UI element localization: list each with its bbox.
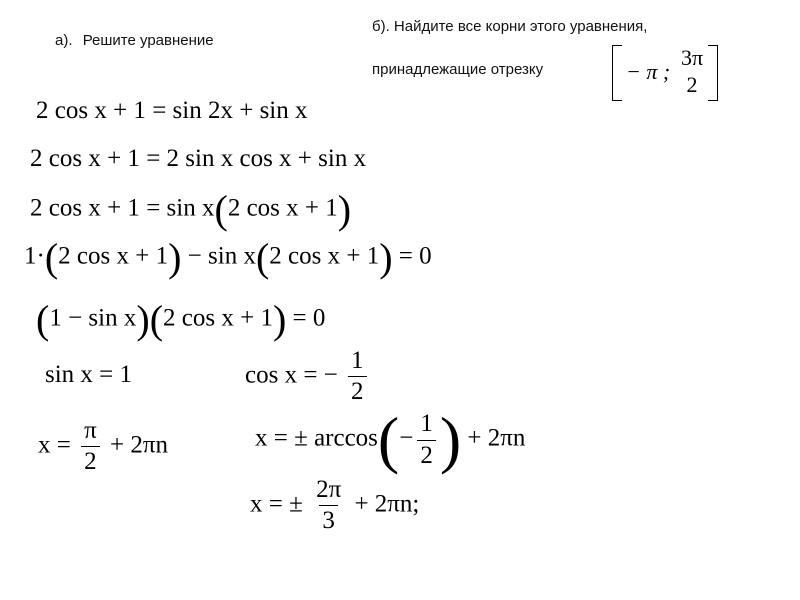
equation-1-rhs: sin 2x + sin x [172,97,308,124]
equation-2-rhs: 2 sin x cos x + sin x [166,145,367,172]
paren-close: ) [168,235,182,280]
paren-close: ) [379,235,393,280]
fraction-1-over-2 [417,411,436,469]
interval-bracket [612,45,718,101]
solution-sin-x-rest: + 2πn [109,431,168,459]
equation-2-lhs: 2 cos x + 1 [30,145,140,172]
solution-cos-eq-lhs: cos x = − [245,361,338,389]
equation-4 [24,235,432,280]
task-b-line1: б). Найдите все корни этого уравнения, [372,18,648,35]
fraction-den: 2 [348,376,367,405]
paren-open: ( [44,235,59,280]
equation-4-b: 2 cos x + 1 [58,242,169,270]
equation-5 [36,297,326,342]
task-b-line2: принадлежащие отрезку [372,61,544,78]
solution-arccos-minus: − [399,424,414,452]
paren-close: ) [337,187,352,232]
fraction-num: π [84,417,97,444]
solution-cos-eq [245,348,371,406]
solution-cos-x [250,477,419,535]
solution-arccos-lhs: x = ± arccos [255,424,378,452]
paren-close: ) [439,404,462,475]
solution-cos-x-lhs: x = ± [250,490,303,518]
interval-right-fraction [678,46,706,96]
fraction-2pi-over-3 [313,477,344,535]
paren-open: ( [214,187,228,232]
equation-4-a: 1· [24,242,45,270]
task-a-text: Решите уравнение [82,32,214,49]
paren-open: ( [149,297,164,342]
fraction-den: 2 [417,440,436,469]
right-square-bracket [708,45,718,101]
solution-sin-eq: sin x = 1 [45,361,133,388]
fraction-num: 1 [420,410,433,438]
paren-close: ) [136,297,150,342]
equation-3 [30,187,352,232]
equation-2-eq: = [146,145,161,172]
equation-1 [36,98,308,123]
paren-open: ( [377,404,400,475]
interval-right-den: 2 [686,72,698,98]
task-a-label: а). [55,32,73,49]
left-square-bracket [612,45,622,101]
equation-4-e: = 0 [398,242,432,270]
fraction-num: 1 [351,347,364,374]
paren-open: ( [36,297,50,342]
interval-left: − π ; [626,59,671,84]
solution-arccos-rest: + 2πn [467,424,526,452]
equation-1-eq: = [152,97,167,124]
equation-4-c: − sin x [187,242,256,270]
equation-1-lhs: 2 cos x + 1 [36,97,146,124]
paren-open: ( [255,235,270,280]
equation-3-rhs-a: sin x [166,194,215,222]
interval-right-num: 3π [681,45,704,70]
solution-sin-x [38,418,168,476]
equation-4-d: 2 cos x + 1 [269,242,380,270]
fraction-den: 2 [81,446,100,475]
equation-5-b: 2 cos x + 1 [163,304,273,332]
solution-arccos [255,404,526,475]
equation-5-a: 1 − sin x [49,304,137,332]
fraction-den: 3 [319,505,338,534]
fraction-pi-over-2 [81,418,100,476]
fraction-1-over-2 [348,348,367,406]
equation-3-rhs-b: 2 cos x + 1 [227,194,338,222]
equation-3-lhs: 2 cos x + 1 [30,194,140,222]
equation-3-eq: = [146,194,161,222]
solution-cos-x-rest: + 2πn; [354,490,420,518]
fraction-num: 2π [316,476,342,503]
equation-5-c: = 0 [292,304,326,332]
solution-sin-x-lhs: x = [38,431,71,459]
equation-2 [30,146,366,171]
paren-close: ) [272,297,287,342]
task-a-heading [55,32,214,49]
